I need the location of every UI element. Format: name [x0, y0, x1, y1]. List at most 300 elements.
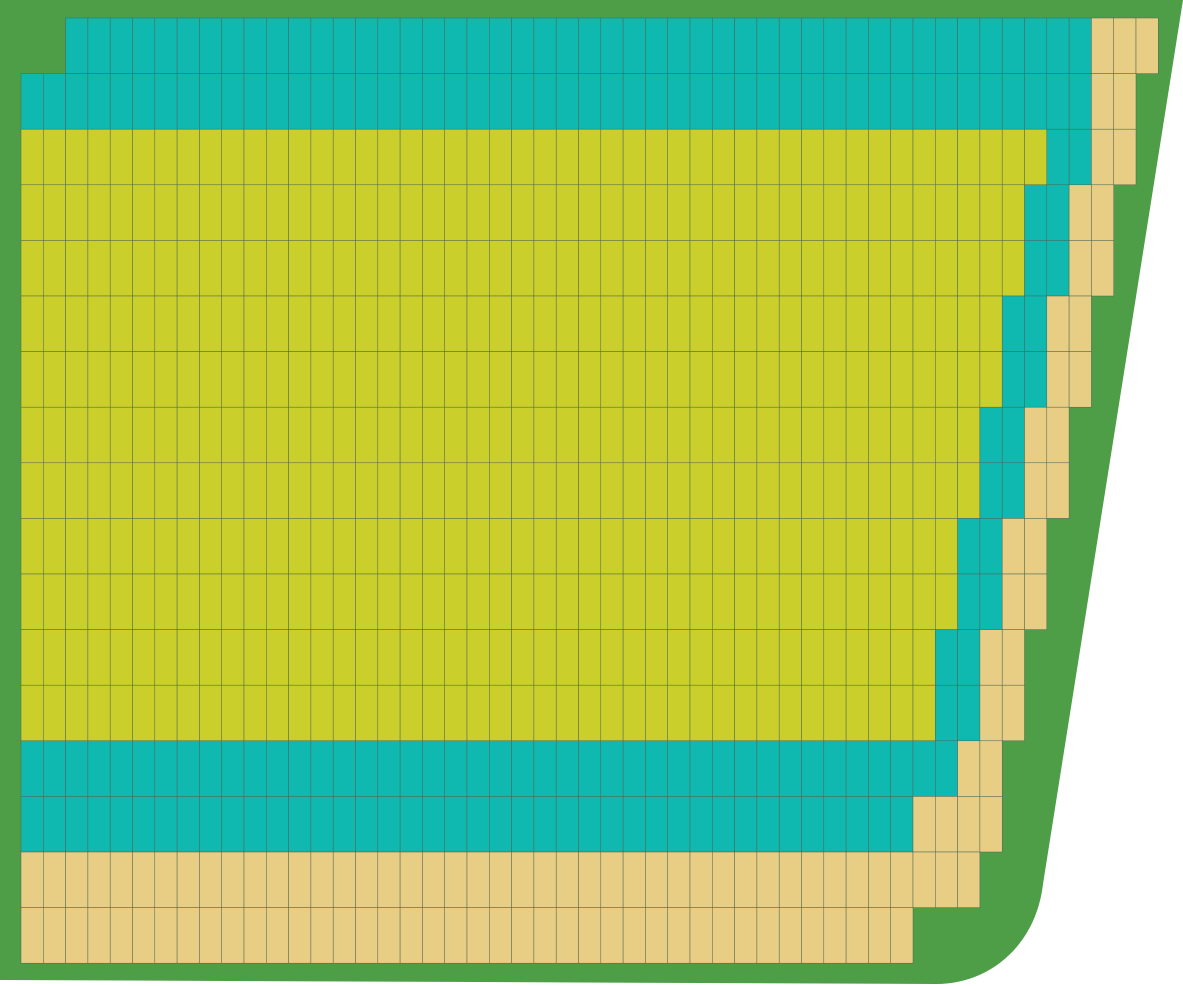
plot-cell-inner [467, 74, 489, 130]
plot-cell-inner [958, 18, 980, 74]
plot-cell-outer [668, 908, 690, 964]
plot-cell-inner [846, 741, 868, 797]
plot-cell-center [935, 407, 957, 463]
plot-cell-inner [980, 407, 1002, 463]
plot-cell-center [958, 352, 980, 408]
plot-cell-outer [824, 852, 846, 908]
plot-cell-center [913, 463, 935, 519]
plot-cell-inner [177, 741, 199, 797]
plot-cell-center [378, 129, 400, 185]
plot-cell-inner [668, 18, 690, 74]
plot-cell-center [445, 129, 467, 185]
plot-cell-center [311, 407, 333, 463]
plot-cell-outer [177, 852, 199, 908]
plot-cell-center [155, 129, 177, 185]
plot-cell-inner [222, 796, 244, 852]
plot-cell-center [779, 407, 801, 463]
plot-cell-inner [556, 74, 578, 130]
plot-cell-center [913, 685, 935, 741]
plot-cell-center [935, 185, 957, 241]
plot-cell-inner [333, 741, 355, 797]
plot-cell-center [712, 630, 734, 686]
plot-cell-center [88, 240, 110, 296]
plot-cell-outer [935, 796, 957, 852]
plot-cell-center [378, 574, 400, 630]
plot-cell-inner [110, 796, 132, 852]
plot-cell-center [177, 685, 199, 741]
plot-cell-center [601, 129, 623, 185]
plot-cell-center [556, 129, 578, 185]
plot-cell-center [645, 129, 667, 185]
plot-cell-center [110, 240, 132, 296]
plot-cell-inner [802, 796, 824, 852]
plot-cell-inner [512, 74, 534, 130]
plot-cell-center [868, 185, 890, 241]
plot-cell-outer [1025, 574, 1047, 630]
plot-cell-center [623, 685, 645, 741]
plot-cell-center [913, 185, 935, 241]
plot-cell-outer [846, 908, 868, 964]
plot-cell-center [712, 185, 734, 241]
plot-cell-center [311, 463, 333, 519]
plot-cell-inner [66, 74, 88, 130]
plot-cell-center [868, 296, 890, 352]
plot-cell-center [802, 630, 824, 686]
plot-cell-inner [1047, 240, 1069, 296]
plot-cell-outer [601, 852, 623, 908]
plot-cell-inner [824, 18, 846, 74]
plot-cell-outer [222, 908, 244, 964]
plot-cell-center [623, 630, 645, 686]
plot-cell-inner [958, 630, 980, 686]
plot-cell-inner [891, 796, 913, 852]
plot-cell-center [422, 129, 444, 185]
plot-cell-center [266, 685, 288, 741]
plot-cell-center [333, 352, 355, 408]
plot-cell-inner [88, 741, 110, 797]
plot-cell-center [645, 185, 667, 241]
plot-cell-center [489, 129, 511, 185]
plot-cell-inner [601, 741, 623, 797]
plot-cell-outer [534, 908, 556, 964]
plot-cell-center [601, 574, 623, 630]
plot-cell-inner [110, 18, 132, 74]
plot-cell-center [378, 296, 400, 352]
plot-cell-center [177, 463, 199, 519]
plot-cell-inner [445, 796, 467, 852]
plot-cell-center [378, 463, 400, 519]
plot-cell-center [222, 185, 244, 241]
plot-cell-center [21, 296, 43, 352]
plot-cell-inner [579, 74, 601, 130]
plot-cell-center [422, 185, 444, 241]
plot-cell-center [467, 296, 489, 352]
plot-cell-center [66, 574, 88, 630]
plot-cell-center [645, 685, 667, 741]
plot-cell-center [868, 240, 890, 296]
plot-cell-outer [913, 852, 935, 908]
plot-cell-outer [891, 852, 913, 908]
plot-cell-center [133, 352, 155, 408]
plot-cell-center [43, 574, 65, 630]
plot-cell-center [579, 352, 601, 408]
plot-cell-center [690, 296, 712, 352]
plot-cell-center [712, 407, 734, 463]
plot-cell-center [891, 352, 913, 408]
plot-cell-center [579, 407, 601, 463]
plot-cell-inner [43, 741, 65, 797]
plot-cell-inner [779, 741, 801, 797]
plot-cell-center [445, 240, 467, 296]
plot-cell-center [779, 129, 801, 185]
plot-cell-center [244, 574, 266, 630]
plot-cell-center [21, 185, 43, 241]
plot-cell-center [601, 630, 623, 686]
plot-cell-inner [913, 18, 935, 74]
plot-cell-outer [1069, 240, 1091, 296]
plot-cell-outer [935, 852, 957, 908]
plot-cell-inner [266, 741, 288, 797]
plot-cell-center [824, 630, 846, 686]
plot-cell-center [400, 463, 422, 519]
plot-cell-center [489, 407, 511, 463]
plot-cell-center [155, 240, 177, 296]
plot-cell-center [690, 630, 712, 686]
plot-cell-center [445, 352, 467, 408]
plot-cell-inner [712, 74, 734, 130]
plot-cell-center [556, 352, 578, 408]
plot-cell-center [913, 518, 935, 574]
plot-cell-inner [1002, 18, 1024, 74]
plot-cell-center [645, 518, 667, 574]
plot-cell-center [668, 240, 690, 296]
plot-cell-center [489, 463, 511, 519]
plot-cell-outer [1047, 296, 1069, 352]
plot-cell-outer [467, 908, 489, 964]
plot-cell-inner [579, 741, 601, 797]
plot-cell-inner [177, 74, 199, 130]
plot-cell-center [467, 574, 489, 630]
plot-cell-inner [311, 796, 333, 852]
plot-cell-inner [868, 18, 890, 74]
plot-cell-inner [891, 74, 913, 130]
plot-cell-center [690, 685, 712, 741]
plot-cell-outer [579, 852, 601, 908]
plot-cell-center [757, 518, 779, 574]
plot-cell-center [133, 630, 155, 686]
plot-cell-center [43, 296, 65, 352]
plot-cell-center [512, 518, 534, 574]
plot-cell-center [846, 407, 868, 463]
plot-cell-inner [980, 463, 1002, 519]
plot-cell-outer [1025, 463, 1047, 519]
plot-cell-outer [199, 908, 221, 964]
plot-cell-center [980, 296, 1002, 352]
plot-cell-inner [601, 18, 623, 74]
plot-cell-center [668, 296, 690, 352]
plot-cell-center [356, 685, 378, 741]
plot-cell-center [311, 630, 333, 686]
plot-cell-center [489, 352, 511, 408]
plot-cell-center [512, 630, 534, 686]
plot-cell-center [534, 463, 556, 519]
plot-cell-center [133, 574, 155, 630]
plot-cell-center [556, 185, 578, 241]
plot-cell-inner [400, 18, 422, 74]
plot-cell-center [110, 463, 132, 519]
plot-cell-inner [958, 685, 980, 741]
plot-cell-inner [980, 18, 1002, 74]
plot-cell-center [467, 630, 489, 686]
plot-cell-inner [623, 796, 645, 852]
plot-cell-center [378, 185, 400, 241]
plot-cell-inner [21, 74, 43, 130]
plot-cell-center [43, 407, 65, 463]
plot-cell-outer [712, 908, 734, 964]
plot-cell-outer [133, 852, 155, 908]
plot-cell-outer [356, 852, 378, 908]
plot-cell-center [311, 129, 333, 185]
plot-cell-inner [645, 741, 667, 797]
plot-cell-center [110, 685, 132, 741]
plot-cell-center [846, 463, 868, 519]
plot-cell-center [88, 518, 110, 574]
plot-cell-inner [668, 741, 690, 797]
plot-cell-center [244, 129, 266, 185]
plot-cell-inner [222, 18, 244, 74]
plot-cell-inner [935, 18, 957, 74]
plot-cell-center [779, 518, 801, 574]
plot-cell-inner [66, 18, 88, 74]
plot-cell-center [244, 296, 266, 352]
plot-cell-center [579, 463, 601, 519]
plot-cell-outer [958, 741, 980, 797]
plot-cell-center [556, 518, 578, 574]
plot-cell-center [891, 129, 913, 185]
plot-cell-center [21, 574, 43, 630]
plot-cell-center [244, 352, 266, 408]
plot-cell-inner [1025, 18, 1047, 74]
plot-cell-inner [445, 741, 467, 797]
plot-cell-center [133, 129, 155, 185]
plot-cell-inner [868, 741, 890, 797]
plot-cell-center [512, 296, 534, 352]
plot-cell-outer [110, 852, 132, 908]
plot-cell-center [980, 240, 1002, 296]
plot-cell-center [891, 518, 913, 574]
plot-cell-center [199, 463, 221, 519]
plot-cell-center [222, 630, 244, 686]
plot-cell-center [868, 685, 890, 741]
plot-cell-center [88, 129, 110, 185]
plot-cell-inner [935, 74, 957, 130]
plot-cell-center [1002, 129, 1024, 185]
plot-cell-outer [222, 852, 244, 908]
plot-cell-center [846, 630, 868, 686]
plot-cell-inner [623, 74, 645, 130]
plot-cell-center [735, 129, 757, 185]
plot-cell-center [579, 685, 601, 741]
plot-cell-center [400, 296, 422, 352]
plot-cell-center [199, 685, 221, 741]
plot-cell-center [802, 240, 824, 296]
plot-cell-center [110, 352, 132, 408]
plot-cell-inner [289, 741, 311, 797]
plot-cell-center [958, 129, 980, 185]
plot-cell-center [244, 407, 266, 463]
plot-cell-outer [133, 908, 155, 964]
plot-cell-center [66, 407, 88, 463]
plot-cell-outer [512, 908, 534, 964]
plot-cell-outer [155, 908, 177, 964]
plot-cell-center [623, 240, 645, 296]
plot-cell-inner [846, 796, 868, 852]
plot-cell-center [712, 129, 734, 185]
plot-cell-inner [1047, 74, 1069, 130]
plot-cell-center [422, 574, 444, 630]
plot-cell-center [21, 352, 43, 408]
plot-cell-center [846, 685, 868, 741]
plot-cell-center [43, 463, 65, 519]
plot-cell-center [400, 685, 422, 741]
plot-cell-outer [534, 852, 556, 908]
plot-cell-center [512, 129, 534, 185]
plot-cell-outer [1091, 18, 1113, 74]
plot-cell-center [958, 407, 980, 463]
plot-cell-center [289, 407, 311, 463]
plot-cell-inner [846, 18, 868, 74]
plot-cell-center [356, 352, 378, 408]
plot-cell-outer [110, 908, 132, 964]
plot-cell-inner [980, 74, 1002, 130]
plot-cell-center [690, 185, 712, 241]
plot-cell-center [333, 463, 355, 519]
plot-cell-inner [133, 74, 155, 130]
plot-cell-center [757, 352, 779, 408]
plot-cell-center [623, 185, 645, 241]
plot-cell-center [199, 630, 221, 686]
plot-cell-inner [958, 74, 980, 130]
plot-cell-outer [712, 852, 734, 908]
plot-cell-inner [735, 741, 757, 797]
plot-cell-inner [110, 74, 132, 130]
plot-cell-center [43, 685, 65, 741]
plot-cell-center [935, 296, 957, 352]
plot-cell-center [155, 185, 177, 241]
plot-cell-center [400, 129, 422, 185]
plot-cell-center [601, 463, 623, 519]
plot-cell-inner [779, 796, 801, 852]
plot-cell-inner [356, 74, 378, 130]
plot-cell-inner [958, 518, 980, 574]
plot-cell-inner [88, 74, 110, 130]
plot-cell-center [489, 185, 511, 241]
plot-cell-center [489, 630, 511, 686]
plot-cell-center [846, 296, 868, 352]
plot-cell-center [222, 352, 244, 408]
plot-cell-center [445, 685, 467, 741]
plot-cell-outer [445, 852, 467, 908]
plot-cell-center [958, 296, 980, 352]
plot-cell-outer [21, 908, 43, 964]
plot-cell-center [556, 630, 578, 686]
plot-cell-inner [1047, 129, 1069, 185]
plot-cell-inner [980, 574, 1002, 630]
plot-cell-inner [556, 796, 578, 852]
plot-cell-center [779, 685, 801, 741]
plot-cell-center [579, 129, 601, 185]
plot-cell-inner [891, 741, 913, 797]
plot-cell-center [601, 240, 623, 296]
plot-cell-center [133, 185, 155, 241]
plot-cell-inner [512, 18, 534, 74]
plot-cell-center [958, 240, 980, 296]
plot-cell-inner [891, 18, 913, 74]
plot-cell-center [244, 185, 266, 241]
plot-cell-center [356, 240, 378, 296]
plot-cell-outer [378, 908, 400, 964]
plot-cell-center [868, 463, 890, 519]
plot-cell-inner [1002, 74, 1024, 130]
plot-cell-center [21, 518, 43, 574]
plot-cell-center [422, 407, 444, 463]
plot-cell-center [534, 185, 556, 241]
plot-cell-inner [1025, 185, 1047, 241]
plot-cell-center [935, 574, 957, 630]
plot-cell-center [779, 240, 801, 296]
plot-cell-inner [88, 18, 110, 74]
plot-cell-center [935, 129, 957, 185]
plot-cell-center [21, 463, 43, 519]
plot-cell-center [735, 240, 757, 296]
plot-cell-center [333, 574, 355, 630]
plot-cell-center [958, 463, 980, 519]
plot-cell-inner [422, 74, 444, 130]
plot-cell-center [66, 240, 88, 296]
plot-cell-inner [935, 741, 957, 797]
plot-cell-center [802, 129, 824, 185]
plot-cell-inner [980, 518, 1002, 574]
plot-cell-center [757, 129, 779, 185]
plot-cell-center [266, 185, 288, 241]
plot-cell-center [913, 240, 935, 296]
plot-cell-inner [311, 74, 333, 130]
plot-cell-outer [668, 852, 690, 908]
plot-cell-inner [1047, 185, 1069, 241]
plot-cell-center [199, 352, 221, 408]
plot-cell-outer [43, 852, 65, 908]
plot-cell-center [356, 518, 378, 574]
plot-cell-center [289, 685, 311, 741]
plot-cell-center [222, 240, 244, 296]
plot-cell-outer [1047, 407, 1069, 463]
plot-cell-center [289, 352, 311, 408]
plot-cell-center [623, 463, 645, 519]
plot-cell-center [623, 574, 645, 630]
plot-cell-center [802, 185, 824, 241]
plot-cell-inner [1069, 74, 1091, 130]
plot-cell-outer [802, 908, 824, 964]
plot-cell-inner [1002, 296, 1024, 352]
plot-cell-center [133, 407, 155, 463]
plot-cell-outer [378, 852, 400, 908]
plot-cell-center [489, 685, 511, 741]
plot-cell-center [88, 407, 110, 463]
plot-cell-outer [333, 852, 355, 908]
plot-cell-inner [935, 685, 957, 741]
plot-cell-outer [623, 852, 645, 908]
plot-cell-center [712, 240, 734, 296]
